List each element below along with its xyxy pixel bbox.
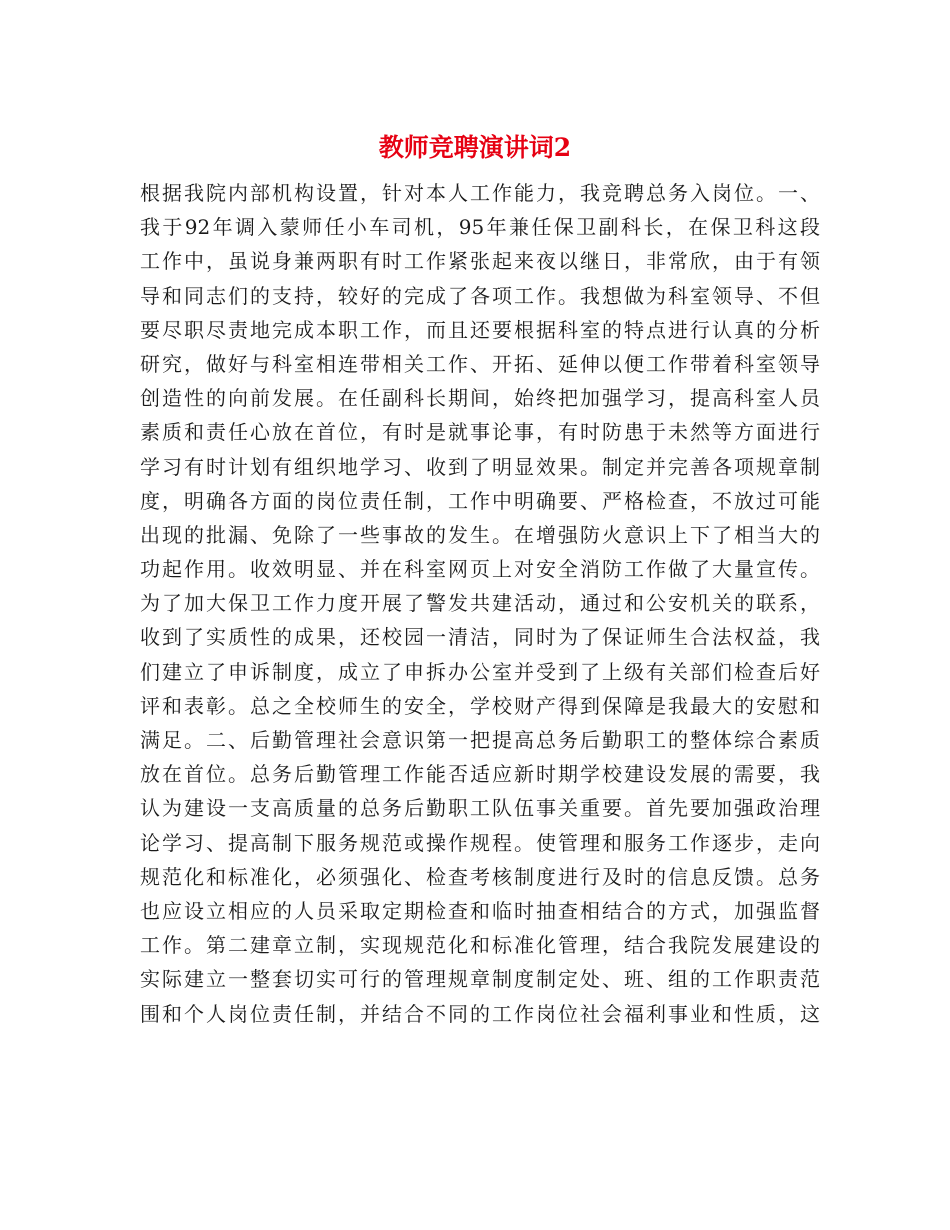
body-line: 围和个人岗位责任制，并结合不同的工作岗位社会福利事业和性质，这 [140, 1001, 820, 1026]
body-line: 也应设立相应的人员采取定期检查和临时抽查相结合的方式，加强监督 [140, 898, 820, 923]
body-line: 实际建立一整套切实可行的管理规章制度制定处、班、组的工作职责范 [140, 967, 820, 992]
body-line: 出现的批漏、免除了一些事故的发生。在增强防火意识上下了相当大的 [140, 522, 820, 547]
body-line: 创造性的向前发展。在任副科长期间，始终把加强学习，提高科室人员 [140, 386, 820, 411]
body-line: 满足。二、后勤管理社会意识第一把提高总务后勤职工的整体综合素质 [140, 728, 820, 752]
body-line: 度，明确各方面的岗位责任制，工作中明确要、严格检查，不放过可能 [140, 488, 820, 513]
body-line: 学习有时计划有组织地学习、收到了明显效果。制定并完善各项规章制 [140, 454, 820, 479]
document-body [140, 176, 820, 1031]
document-title: 教师竞聘演讲词2 [378, 133, 572, 162]
body-line: 为了加大保卫工作力度开展了警发共建活动，通过和公安机关的联系， [140, 591, 820, 616]
body-line: 论学习、提高制下服务规范或操作规程。使管理和服务工作逐步，走向 [140, 830, 820, 855]
body-line: 研究，做好与科室相连带相关工作、开拓、延伸以便工作带着科室领导 [140, 351, 820, 376]
body-line: 收到了实质性的成果，还校园一清洁，同时为了保证师生合法权益，我 [140, 625, 820, 650]
body-line: 工作。第二建章立制，实现规范化和标准化管理，结合我院发展建设的 [140, 933, 820, 958]
body-line: 认为建设一支高质量的总务后勤职工队伍事关重要。首先要加强政治理 [140, 796, 820, 821]
body-line: 功起作用。收效明显、并在科室网页上对安全消防工作做了大量宣传。 [140, 557, 820, 582]
body-line: 根据我院内部机构设置，针对本人工作能力，我竞聘总务入岗位。一、 [140, 181, 820, 205]
body-line: 评和表彰。总之全校师生的安全，学校财产得到保障是我最大的安慰和 [140, 693, 820, 718]
body-line: 工作中，虽说身兼两职有时工作紧张起来夜以继日，非常欣，由于有领 [140, 249, 820, 274]
body-line: 要尽职尽责地完成本职工作，而且还要根据科室的特点进行认真的分析 [140, 317, 820, 342]
body-line: 我于92年调入蒙师任小车司机，95年兼任保卫副科长，在保卫科这段 [140, 215, 820, 240]
body-line: 规范化和标准化，必须强化、检查考核制度进行及时的信息反馈。总务 [140, 864, 820, 889]
body-line: 们建立了申诉制度，成立了申拆办公室并受到了上级有关部们检查后好 [140, 659, 820, 684]
body-line: 导和同志们的支持，较好的完成了各项工作。我想做为科室领导、不但 [140, 283, 820, 308]
body-line: 素质和责任心放在首位，有时是就事论事，有时防患于未然等方面进行 [140, 420, 820, 445]
body-line: 放在首位。总务后勤管理工作能否适应新时期学校建设发展的需要，我 [140, 762, 820, 787]
